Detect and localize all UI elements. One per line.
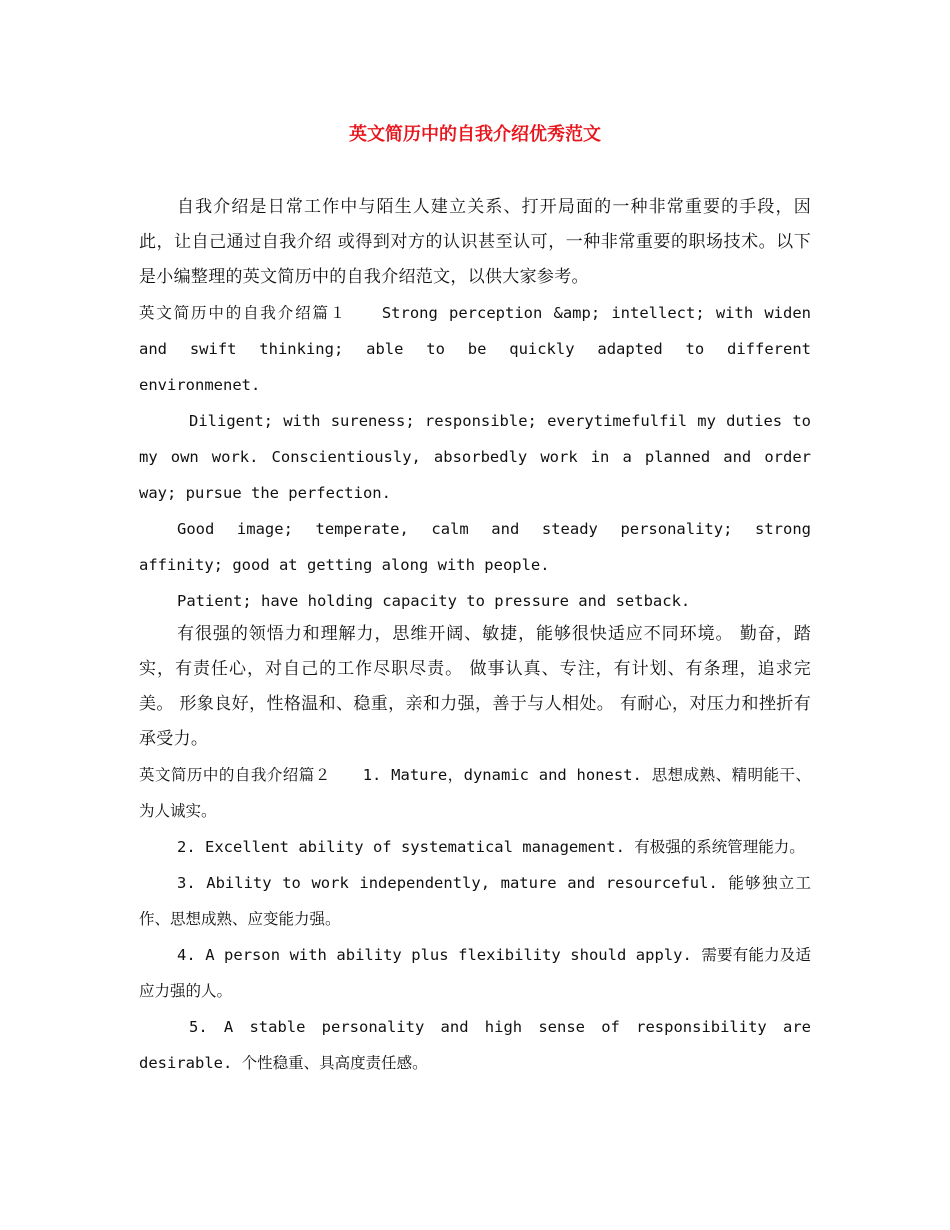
paragraph-item-4: 4. A person with ability plus flexibility should apply. 需要有能力及适应力强的人。 — [139, 946, 811, 1000]
paragraph-diligent: Diligent; with sureness; responsible; everytimefulfil my duties to my own work. Conscientiously, absorbedly work in a planned and order way; pursue the perfection. — [139, 412, 811, 502]
paragraph-item-2: 2. Excellent ability of systematical management. 有极强的系统管理能力。 — [177, 838, 805, 856]
paragraph-chinese-summary: 有很强的领悟力和理解力，思维开阔、敏捷，能够很快适应不同环境。 勤奋，踏实，有责任心，对自己的工作尽职尽责。 做事认真、专注，有计划、有条理，追求完美。 形象良好，性格温和、稳重，亲和力强，善于与人相处。 有耐心，对压力和挫折有承受力。 — [139, 624, 811, 749]
paragraph-good-image: Good image; temperate, calm and steady personality; strong affinity; good at getting along with people. — [139, 520, 811, 574]
paragraph-item-5: 5. A stable personality and high sense of responsibility are desirable. 个性稳重、具高度责任感。 — [139, 1018, 811, 1072]
paragraph-item-3: 3. Ability to work independently, mature and resourceful. 能够独立工作、思想成熟、应变能力强。 — [139, 874, 811, 928]
paragraph-section-1-heading: 英文简历中的自我介绍篇１ Strong perception &amp; intellect; with widen and swift thinking; able to be quickly adapted to different environmenet. — [139, 304, 811, 394]
paragraph-section-2-heading: 英文简历中的自我介绍篇２ 1. Mature，dynamic and honest. 思想成熟、精明能干、为人诚实。 — [139, 766, 811, 820]
document-title: 英文简历中的自我介绍优秀范文 — [349, 124, 601, 145]
paragraph-patient: Patient; have holding capacity to pressure and setback. — [177, 592, 691, 610]
document-body — [139, 190, 811, 1081]
paragraph-intro: 自我介绍是日常工作中与陌生人建立关系、打开局面的一种非常重要的手段，因此，让自己通过自我介绍 或得到对方的认识甚至认可，一种非常重要的职场技术。以下是小编整理的英文简历中的自我介绍范文，以供大家参考。 — [139, 197, 811, 287]
